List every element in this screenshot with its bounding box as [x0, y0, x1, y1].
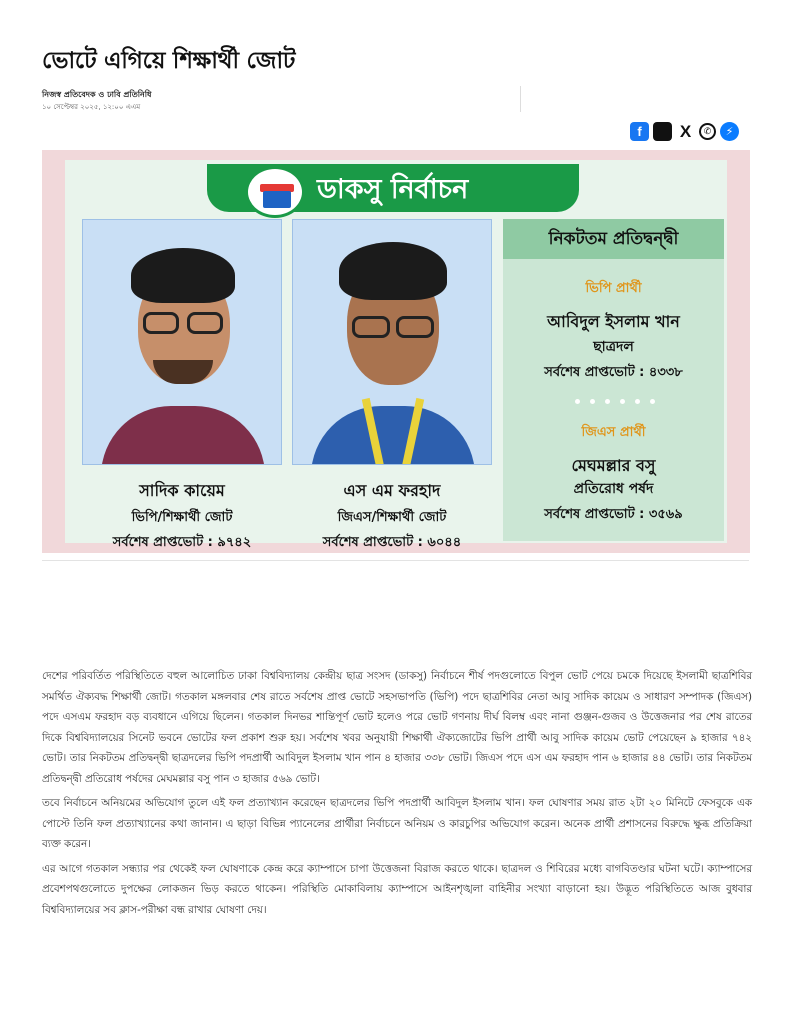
section-dots — [575, 399, 655, 404]
candidate-vp — [77, 478, 287, 554]
article-body — [42, 666, 752, 924]
share-bar — [630, 122, 739, 141]
square-icon[interactable] — [653, 122, 672, 141]
candidate-votes: সর্বশেষ প্রাপ্তভোট : ৯৭৪২ — [112, 535, 252, 550]
header-divider — [520, 86, 521, 112]
article-byline: নিজস্ব প্রতিবেদক ও ঢাবি প্রতিনিধি — [42, 90, 152, 99]
ballot-box-icon — [245, 166, 305, 218]
x-icon[interactable]: X — [679, 121, 692, 141]
rival-votes-gs: সর্বশেষ প্রাপ্তভোট : ৩৫৬৯ — [544, 507, 683, 522]
article-paragraph: দেশের পরিবর্তিত পরিস্থিতিতে বহুল আলোচিত ঢাকা বিশ্ববিদ্যালয় কেন্দ্রীয় ছাত্র সংসদ (ডাকসু) নির্বাচনে শীর্ষ পদগুলোতে বিপুল ভোট পেয়ে চমকে দিয়েছে ইসলামী ছাত্রশিবির সমর্থিত ঐক্যবদ্ধ শিক্ষার্থী জোট। গতকাল মঙ্গলবার শেষ রাতে সর্বশেষ প্রাপ্ত ভোটে সহসভাপতি (ভিপি) পদে ছাত্রশিবির নেতা আবু সাদিক কায়েম ও সাধারণ সম্পাদক (জিএস) পদে এসএম ফরহাদ বড় ব্যবধানে এগিয়ে ছিলেন। গতকাল দিনভর শান্তিপূর্ণ ভোট হলেও পরে ভোট গণনায় দীর্ঘ বিলম্ব এবং নানা গুঞ্জন-গুজব ও উত্তেজনার পর শেষ রাতের দিকে বিশ্ববিদ্যালয়ের সিনেট ভবনে ভোটের ফল প্রকাশ শুরু হয়। সর্বশেষ খবর অনুযায়ী শিক্ষার্থী ঐক্যজোটের ভিপি প্রার্থী আবু সাদিক কায়েম ভোট পেয়েছেন ৯ হাজার ৭৪২ ভোট। তার নিকটতম প্রতিদ্বন্দ্বী ছাত্রদলের ভিপি পদপ্রার্থী আবিদুল ইসলাম খান পান ৪ হাজার ৩৩৮ ভোট। জিএস পদে এস এম ফরহাদ পান ৬ হাজার ৪৪ ভোট। তার নিকটতম প্রতিদ্বন্দ্বী প্রতিরোধ পর্ষদের মেঘমল্লার বসু পান ৩ হাজার ৫৬৯ ভোট। — [42, 670, 752, 785]
rivals-panel — [503, 219, 724, 541]
rival-role-gs: জিএস প্রার্থী — [581, 425, 646, 440]
rival-role-vp: ভিপি প্রার্থী — [585, 281, 642, 296]
messenger-icon[interactable]: ⚡ — [720, 122, 739, 141]
whatsapp-icon[interactable]: ✆ — [699, 123, 716, 140]
content-divider — [42, 560, 749, 561]
election-graphic — [42, 150, 750, 553]
candidate-votes: সর্বশেষ প্রাপ্তভোট : ৬০৪৪ — [322, 535, 462, 550]
rivals-heading: নিকটতম প্রতিদ্বন্দ্বী — [503, 219, 724, 259]
article-date: ১০ সেপ্টেম্বর ২০২৫, ১২:০০ এএম — [42, 103, 141, 111]
candidate-name: এস এম ফরহাদ — [343, 481, 441, 500]
rival-name-vp: আবিদুল ইসলাম খান — [547, 312, 680, 331]
candidate-photo-gs — [292, 219, 492, 465]
candidate-photo-vp — [82, 219, 282, 465]
candidate-name: সাদিক কায়েম — [139, 481, 225, 500]
rival-name-gs: মেঘমল্লার বসু — [571, 456, 656, 475]
article-paragraph: এর আগে গতকাল সন্ধ্যার পর থেকেই ফল ঘোষণাকে কেন্দ্র করে ক্যাম্পাসে চাপা উত্তেজনা বিরাজ করতে থাকে। ছাত্রদল ও শিবিরের মধ্যে বাগবিতণ্ডার ঘটনা ঘটে। ক্যাম্পাসের প্রবেশপথগুলোতে দুপক্ষের লোকজন ভিড় করতে থাকেন। পরিস্থিতি মোকাবিলায় ক্যাম্পাসে আইনশৃঙ্খলা বাহিনীর সংখ্যা বাড়ানো হয়। উদ্ভূত পরিস্থিতিতে আজ বুধবার বিশ্ববিদ্যালয়ের সব ক্লাস-পরীক্ষা বন্ধ রাখার ঘোষণা দেয়। — [42, 862, 752, 916]
article-paragraph: তবে নির্বাচনে অনিয়মের অভিযোগ তুলে এই ফল প্রত্যাখ্যান করেছেন ছাত্রদলের ভিপি পদপ্রার্থী আবিদুল ইসলাম খান। ফল ঘোষণার সময় রাত ২টা ২০ মিনিটে ফেসবুকে এক পোস্টে তিনি ফল প্রত্যাখ্যানের কথা জানান। এ ছাড়া বিভিন্ন প্যানেলের প্রার্থীরা নির্বাচনে অনিয়ম ও কারচুপির অভিযোগ করেন। অনেক প্রার্থী প্রশাসনের বিরুদ্ধে ক্ষুব্ধ প্রতিক্রিয়া ব্যক্ত করেন। — [42, 797, 752, 850]
facebook-icon[interactable]: f — [630, 122, 649, 141]
banner-title: ডাকসু নির্বাচন — [317, 174, 469, 205]
rival-party-vp: ছাত্রদল — [593, 339, 634, 355]
graphic-panel — [65, 160, 727, 550]
article-headline: ভোটে এগিয়ে শিক্ষার্থী জোট — [42, 48, 296, 74]
rival-votes-vp: সর্বশেষ প্রাপ্তভোট : ৪৩৩৮ — [544, 365, 683, 380]
candidate-post: জিএস/শিক্ষার্থী জোট — [337, 510, 447, 525]
candidate-post: ভিপি/শিক্ষার্থী জোট — [131, 510, 233, 525]
graphic-banner — [207, 164, 579, 212]
rival-party-gs: প্রতিরোধ পর্ষদ — [573, 481, 654, 497]
candidate-gs — [287, 478, 497, 554]
